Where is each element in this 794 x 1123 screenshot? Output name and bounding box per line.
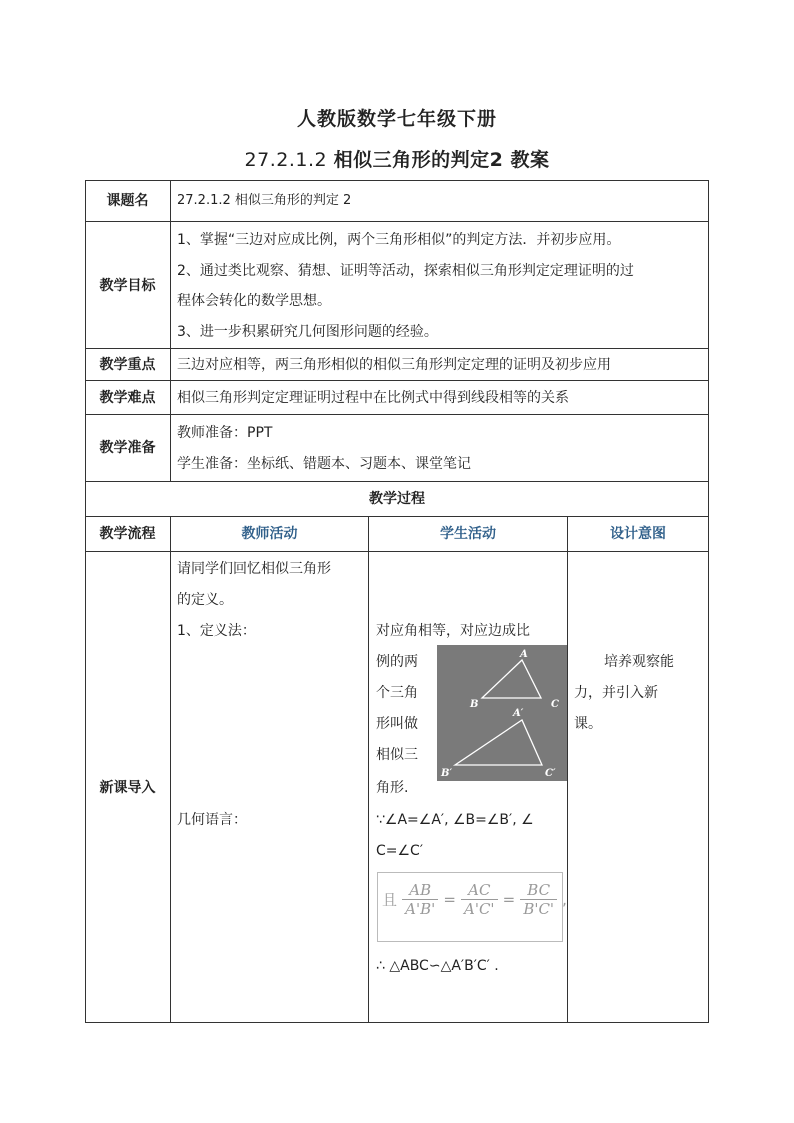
ratio-formula <box>377 872 567 942</box>
triangle-abc <box>482 660 541 698</box>
header-teacher: 教师活动 <box>241 526 298 542</box>
formula-prefix: 且 <box>382 891 398 909</box>
prep-student: 学生准备：坐标纸、错题本、习题本、课堂笔记 <box>177 456 471 472</box>
teacher-line: 请同学们回忆相似三角形 <box>177 561 331 577</box>
student-line: 个三角 <box>376 685 418 701</box>
fraction-bc <box>520 881 557 918</box>
equals-sign: = <box>443 890 456 909</box>
design-line: 课。 <box>574 716 602 732</box>
fraction-denominator: B'C' <box>523 900 555 918</box>
topic-value: 27.2.1.2 相似三角形的判定 2 <box>177 193 352 208</box>
difficulty-value: 相似三角形判定定理证明过程中在比例式中得到线段相等的关系 <box>177 390 569 406</box>
label-c-prime: C′ <box>545 768 556 779</box>
teacher-line: 1、定义法： <box>177 623 256 639</box>
goal-line: 1、掌握“三边对应成比例，两个三角形相似”的判定方法．并初步应用。 <box>177 232 621 248</box>
student-line: 角形. <box>376 780 409 796</box>
topic-label: 课题名 <box>106 193 149 209</box>
prep-teacher: 教师准备：PPT <box>177 425 273 441</box>
similar-triangles-figure <box>437 645 567 781</box>
teacher-line: 几何语言： <box>177 812 247 828</box>
equals-sign: = <box>502 890 516 909</box>
fraction-denominator: A'B' <box>405 900 436 918</box>
formula-expression <box>382 881 567 918</box>
process-title: 教学过程 <box>369 491 425 507</box>
student-line: 对应角相等，对应边成比 <box>376 623 530 639</box>
label-a: A <box>520 649 528 660</box>
design-line: 力，并引入新 <box>574 685 658 701</box>
lesson-title <box>0 145 794 172</box>
difficulty-label: 教学难点 <box>99 390 156 406</box>
document-title: 人教版数学七年级下册 <box>296 108 497 130</box>
label-b-prime: B′ <box>441 768 453 779</box>
label-c: C <box>551 699 559 710</box>
student-line: C=∠C′ <box>376 843 424 859</box>
formula-tail: , <box>562 890 567 909</box>
goal-line: 3、进一步积累研究几何图形问题的经验。 <box>177 324 438 340</box>
fraction-numerator: AC <box>461 881 498 900</box>
stage-label: 新课导入 <box>99 780 156 796</box>
fraction-ab <box>402 881 438 918</box>
header-flow: 教学流程 <box>99 526 156 542</box>
teacher-line: 的定义。 <box>177 592 233 608</box>
student-line: ∴ △ABC∽△A′B′C′ . <box>376 958 499 974</box>
key-label: 教学重点 <box>99 357 156 373</box>
header-design: 设计意图 <box>610 526 666 542</box>
student-line: 形叫做 <box>376 716 418 732</box>
triangle-a2b2c2 <box>455 720 542 765</box>
prep-label: 教学准备 <box>99 440 156 456</box>
goal-line: 2、通过类比观察、猜想、证明等活动，探索相似三角形判定定理证明的过 <box>177 263 634 279</box>
label-b: B <box>470 699 479 710</box>
fraction-numerator: AB <box>402 881 438 900</box>
student-line: ∵∠A=∠A′, ∠B=∠B′, ∠ <box>376 812 534 828</box>
fraction-numerator: BC <box>520 881 557 900</box>
design-line: 培养观察能 <box>604 654 674 670</box>
lesson-number: 27.2.1.2 <box>244 149 328 171</box>
triangles-svg <box>437 645 567 781</box>
label-a-prime: A′ <box>513 708 524 719</box>
key-value: 三边对应相等，两三角形相似的相似三角形判定定理的证明及初步应用 <box>177 357 611 373</box>
header-student: 学生活动 <box>440 526 496 542</box>
student-line: 相似三 <box>376 747 418 763</box>
student-line: 例的两 <box>376 654 418 670</box>
lesson-name: 相似三角形的判定2 教案 <box>333 149 550 171</box>
fraction-denominator: A'C' <box>463 900 495 918</box>
fraction-ac <box>461 881 498 918</box>
goals-label: 教学目标 <box>99 278 156 294</box>
goal-line: 程体会转化的数学思想。 <box>177 293 331 309</box>
lesson-table <box>85 180 709 1023</box>
